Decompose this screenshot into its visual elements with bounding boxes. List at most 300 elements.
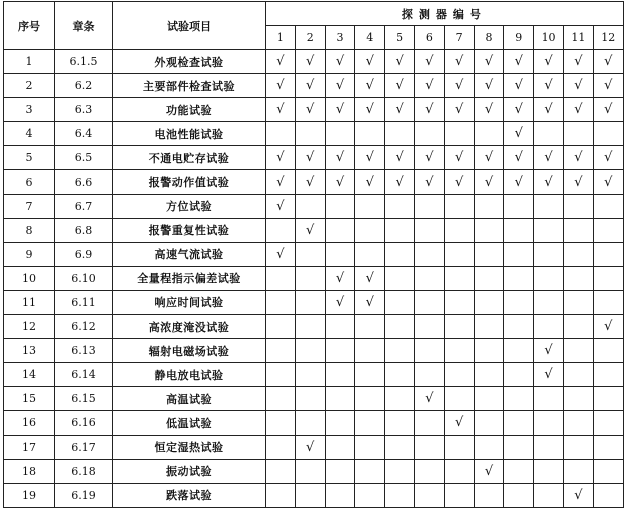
table-row [4, 387, 624, 411]
empty-cell [474, 194, 504, 218]
clause-cell: 6.12 [55, 315, 113, 339]
check-mark: √ [355, 146, 385, 170]
empty-cell [504, 435, 534, 459]
seq-cell: 2 [4, 74, 55, 98]
check-mark: √ [593, 98, 623, 122]
empty-cell [325, 435, 355, 459]
check-mark: √ [593, 146, 623, 170]
empty-cell [474, 242, 504, 266]
check-mark: √ [414, 387, 444, 411]
empty-cell [563, 194, 593, 218]
empty-cell [593, 242, 623, 266]
empty-cell [295, 483, 325, 507]
table-row [4, 290, 624, 314]
table-row [4, 50, 624, 74]
check-mark: √ [534, 339, 564, 363]
empty-cell [355, 459, 385, 483]
empty-cell [563, 435, 593, 459]
check-mark: √ [266, 74, 296, 98]
seq-cell: 15 [4, 387, 55, 411]
seq-cell: 19 [4, 483, 55, 507]
check-mark: √ [355, 50, 385, 74]
check-mark: √ [325, 266, 355, 290]
empty-cell [325, 411, 355, 435]
seq-cell: 4 [4, 122, 55, 146]
empty-cell [266, 435, 296, 459]
empty-cell [295, 242, 325, 266]
empty-cell [593, 194, 623, 218]
empty-cell [444, 218, 474, 242]
clause-cell: 6.7 [55, 194, 113, 218]
empty-cell [474, 411, 504, 435]
empty-cell [534, 435, 564, 459]
clause-cell: 6.13 [55, 339, 113, 363]
table-row [4, 122, 624, 146]
check-mark: √ [504, 122, 534, 146]
empty-cell [563, 339, 593, 363]
test-item-cell: 振动试验 [113, 459, 266, 483]
empty-cell [504, 194, 534, 218]
empty-cell [563, 122, 593, 146]
check-mark: √ [295, 170, 325, 194]
detector-number-4: 4 [355, 26, 385, 50]
empty-cell [295, 290, 325, 314]
test-item-cell: 报警动作值试验 [113, 170, 266, 194]
check-mark: √ [266, 146, 296, 170]
empty-cell [414, 218, 444, 242]
empty-cell [295, 411, 325, 435]
check-mark: √ [444, 98, 474, 122]
table-row [4, 339, 624, 363]
clause-cell: 6.9 [55, 242, 113, 266]
empty-cell [385, 122, 415, 146]
empty-cell [266, 387, 296, 411]
check-mark: √ [474, 74, 504, 98]
empty-cell [474, 266, 504, 290]
empty-cell [266, 363, 296, 387]
test-item-cell: 功能试验 [113, 98, 266, 122]
check-mark: √ [355, 98, 385, 122]
empty-cell [593, 290, 623, 314]
check-mark: √ [474, 170, 504, 194]
empty-cell [474, 218, 504, 242]
empty-cell [355, 435, 385, 459]
table-row [4, 146, 624, 170]
empty-cell [385, 411, 415, 435]
empty-cell [444, 387, 474, 411]
check-mark: √ [563, 74, 593, 98]
header-seq: 序号 [4, 2, 55, 50]
clause-cell: 6.4 [55, 122, 113, 146]
seq-cell: 13 [4, 339, 55, 363]
check-mark: √ [385, 50, 415, 74]
empty-cell [504, 459, 534, 483]
empty-cell [355, 242, 385, 266]
check-mark: √ [563, 98, 593, 122]
seq-cell: 18 [4, 459, 55, 483]
check-mark: √ [355, 170, 385, 194]
clause-cell: 6.19 [55, 483, 113, 507]
seq-cell: 12 [4, 315, 55, 339]
empty-cell [474, 483, 504, 507]
check-mark: √ [355, 290, 385, 314]
check-mark: √ [266, 242, 296, 266]
seq-cell: 10 [4, 266, 55, 290]
check-mark: √ [325, 146, 355, 170]
seq-cell: 1 [4, 50, 55, 74]
empty-cell [563, 242, 593, 266]
empty-cell [534, 218, 564, 242]
empty-cell [474, 339, 504, 363]
detector-number-6: 6 [414, 26, 444, 50]
empty-cell [355, 315, 385, 339]
empty-cell [266, 315, 296, 339]
check-mark: √ [444, 146, 474, 170]
table-row [4, 266, 624, 290]
empty-cell [355, 483, 385, 507]
check-mark: √ [355, 266, 385, 290]
check-mark: √ [444, 50, 474, 74]
header-row [4, 2, 624, 26]
empty-cell [504, 339, 534, 363]
check-mark: √ [385, 146, 415, 170]
table-row [4, 459, 624, 483]
check-mark: √ [444, 411, 474, 435]
empty-cell [325, 363, 355, 387]
empty-cell [414, 339, 444, 363]
table-row [4, 218, 624, 242]
check-mark: √ [325, 50, 355, 74]
seq-cell: 11 [4, 290, 55, 314]
check-mark: √ [414, 98, 444, 122]
header-item: 试验项目 [113, 2, 266, 50]
empty-cell [355, 339, 385, 363]
check-mark: √ [266, 194, 296, 218]
empty-cell [563, 363, 593, 387]
check-mark: √ [295, 74, 325, 98]
test-item-cell: 电池性能试验 [113, 122, 266, 146]
table-row [4, 98, 624, 122]
empty-cell [325, 194, 355, 218]
clause-cell: 6.3 [55, 98, 113, 122]
empty-cell [534, 266, 564, 290]
empty-cell [563, 290, 593, 314]
empty-cell [385, 459, 415, 483]
empty-cell [295, 387, 325, 411]
empty-cell [563, 387, 593, 411]
empty-cell [325, 122, 355, 146]
empty-cell [593, 411, 623, 435]
empty-cell [414, 435, 444, 459]
detector-number-9: 9 [504, 26, 534, 50]
empty-cell [414, 315, 444, 339]
empty-cell [504, 242, 534, 266]
check-mark: √ [325, 98, 355, 122]
clause-cell: 6.15 [55, 387, 113, 411]
empty-cell [504, 483, 534, 507]
clause-cell: 6.10 [55, 266, 113, 290]
empty-cell [295, 266, 325, 290]
check-mark: √ [385, 170, 415, 194]
detector-number-2: 2 [295, 26, 325, 50]
table-body [4, 50, 624, 508]
check-mark: √ [534, 363, 564, 387]
check-mark: √ [474, 146, 504, 170]
empty-cell [534, 411, 564, 435]
empty-cell [266, 483, 296, 507]
empty-cell [474, 387, 504, 411]
check-mark: √ [295, 98, 325, 122]
empty-cell [504, 363, 534, 387]
detector-number-5: 5 [385, 26, 415, 50]
empty-cell [444, 339, 474, 363]
empty-cell [355, 218, 385, 242]
check-mark: √ [534, 98, 564, 122]
test-item-cell: 恒定湿热试验 [113, 435, 266, 459]
empty-cell [534, 315, 564, 339]
empty-cell [474, 290, 504, 314]
check-mark: √ [325, 170, 355, 194]
check-mark: √ [504, 50, 534, 74]
check-mark: √ [474, 459, 504, 483]
empty-cell [534, 194, 564, 218]
test-item-cell: 响应时间试验 [113, 290, 266, 314]
check-mark: √ [414, 170, 444, 194]
check-mark: √ [266, 50, 296, 74]
detector-number-8: 8 [474, 26, 504, 50]
seq-cell: 14 [4, 363, 55, 387]
empty-cell [444, 242, 474, 266]
empty-cell [563, 411, 593, 435]
seq-cell: 16 [4, 411, 55, 435]
empty-cell [385, 435, 415, 459]
empty-cell [593, 387, 623, 411]
empty-cell [534, 122, 564, 146]
empty-cell [295, 194, 325, 218]
test-item-cell: 方位试验 [113, 194, 266, 218]
empty-cell [355, 194, 385, 218]
empty-cell [385, 387, 415, 411]
table-row [4, 363, 624, 387]
seq-cell: 17 [4, 435, 55, 459]
check-mark: √ [295, 435, 325, 459]
check-mark: √ [534, 170, 564, 194]
header-detector-numbers: 探测器编号 [266, 2, 624, 26]
empty-cell [444, 194, 474, 218]
check-mark: √ [504, 98, 534, 122]
empty-cell [325, 483, 355, 507]
check-mark: √ [355, 74, 385, 98]
empty-cell [444, 266, 474, 290]
empty-cell [534, 483, 564, 507]
check-mark: √ [593, 74, 623, 98]
detector-number-3: 3 [325, 26, 355, 50]
check-mark: √ [504, 146, 534, 170]
detector-number-12: 12 [593, 26, 623, 50]
seq-cell: 9 [4, 242, 55, 266]
empty-cell [325, 218, 355, 242]
empty-cell [295, 315, 325, 339]
empty-cell [444, 363, 474, 387]
check-mark: √ [504, 74, 534, 98]
empty-cell [474, 315, 504, 339]
empty-cell [295, 459, 325, 483]
check-mark: √ [325, 74, 355, 98]
empty-cell [414, 363, 444, 387]
empty-cell [385, 218, 415, 242]
empty-cell [355, 122, 385, 146]
empty-cell [414, 483, 444, 507]
empty-cell [593, 339, 623, 363]
clause-cell: 6.16 [55, 411, 113, 435]
table-row [4, 74, 624, 98]
empty-cell [295, 122, 325, 146]
empty-cell [325, 459, 355, 483]
check-mark: √ [295, 146, 325, 170]
empty-cell [534, 290, 564, 314]
empty-cell [563, 459, 593, 483]
empty-cell [504, 218, 534, 242]
empty-cell [266, 218, 296, 242]
check-mark: √ [563, 146, 593, 170]
table-row [4, 242, 624, 266]
empty-cell [534, 387, 564, 411]
empty-cell [325, 387, 355, 411]
test-item-cell: 跌落试验 [113, 483, 266, 507]
empty-cell [266, 266, 296, 290]
check-mark: √ [474, 98, 504, 122]
empty-cell [325, 339, 355, 363]
detector-number-7: 7 [444, 26, 474, 50]
table-row [4, 435, 624, 459]
empty-cell [504, 411, 534, 435]
test-item-cell: 低温试验 [113, 411, 266, 435]
empty-cell [385, 194, 415, 218]
clause-cell: 6.1.5 [55, 50, 113, 74]
clause-cell: 6.17 [55, 435, 113, 459]
empty-cell [474, 363, 504, 387]
seq-cell: 5 [4, 146, 55, 170]
empty-cell [385, 315, 415, 339]
table-row [4, 170, 624, 194]
check-mark: √ [534, 146, 564, 170]
empty-cell [563, 315, 593, 339]
empty-cell [593, 483, 623, 507]
test-item-cell: 外观检查试验 [113, 50, 266, 74]
check-mark: √ [385, 74, 415, 98]
empty-cell [593, 266, 623, 290]
empty-cell [504, 315, 534, 339]
test-item-cell: 不通电贮存试验 [113, 146, 266, 170]
empty-cell [444, 459, 474, 483]
empty-cell [266, 122, 296, 146]
seq-cell: 6 [4, 170, 55, 194]
header-clause: 章条 [55, 2, 113, 50]
empty-cell [444, 315, 474, 339]
clause-cell: 6.5 [55, 146, 113, 170]
check-mark: √ [593, 170, 623, 194]
empty-cell [355, 363, 385, 387]
check-mark: √ [474, 50, 504, 74]
clause-cell: 6.11 [55, 290, 113, 314]
empty-cell [504, 387, 534, 411]
empty-cell [266, 339, 296, 363]
test-item-cell: 高浓度淹没试验 [113, 315, 266, 339]
empty-cell [385, 242, 415, 266]
empty-cell [266, 290, 296, 314]
seq-cell: 8 [4, 218, 55, 242]
clause-cell: 6.18 [55, 459, 113, 483]
test-item-cell: 主要部件检查试验 [113, 74, 266, 98]
empty-cell [414, 290, 444, 314]
check-mark: √ [295, 50, 325, 74]
empty-cell [444, 435, 474, 459]
check-mark: √ [563, 483, 593, 507]
empty-cell [355, 387, 385, 411]
empty-cell [444, 122, 474, 146]
empty-cell [504, 266, 534, 290]
clause-cell: 6.2 [55, 74, 113, 98]
empty-cell [534, 459, 564, 483]
check-mark: √ [414, 146, 444, 170]
table-row [4, 411, 624, 435]
check-mark: √ [414, 50, 444, 74]
empty-cell [444, 290, 474, 314]
empty-cell [474, 435, 504, 459]
detector-number-10: 10 [534, 26, 564, 50]
check-mark: √ [266, 98, 296, 122]
seq-cell: 3 [4, 98, 55, 122]
empty-cell [414, 194, 444, 218]
check-mark: √ [414, 74, 444, 98]
empty-cell [385, 363, 415, 387]
check-mark: √ [444, 74, 474, 98]
check-mark: √ [504, 170, 534, 194]
check-mark: √ [325, 290, 355, 314]
empty-cell [563, 266, 593, 290]
empty-cell [593, 122, 623, 146]
empty-cell [504, 290, 534, 314]
check-mark: √ [266, 170, 296, 194]
empty-cell [414, 122, 444, 146]
test-item-cell: 静电放电试验 [113, 363, 266, 387]
test-item-cell: 报警重复性试验 [113, 218, 266, 242]
empty-cell [385, 339, 415, 363]
check-mark: √ [534, 74, 564, 98]
empty-cell [534, 242, 564, 266]
clause-cell: 6.8 [55, 218, 113, 242]
empty-cell [593, 363, 623, 387]
empty-cell [414, 266, 444, 290]
test-item-cell: 高温试验 [113, 387, 266, 411]
empty-cell [414, 459, 444, 483]
empty-cell [385, 290, 415, 314]
empty-cell [385, 483, 415, 507]
check-mark: √ [563, 170, 593, 194]
empty-cell [414, 411, 444, 435]
empty-cell [414, 242, 444, 266]
empty-cell [593, 459, 623, 483]
table-row [4, 194, 624, 218]
detector-number-11: 11 [563, 26, 593, 50]
table-row [4, 483, 624, 507]
seq-cell: 7 [4, 194, 55, 218]
empty-cell [593, 435, 623, 459]
empty-cell [295, 339, 325, 363]
clause-cell: 6.6 [55, 170, 113, 194]
test-item-cell: 全量程指示偏差试验 [113, 266, 266, 290]
check-mark: √ [563, 50, 593, 74]
